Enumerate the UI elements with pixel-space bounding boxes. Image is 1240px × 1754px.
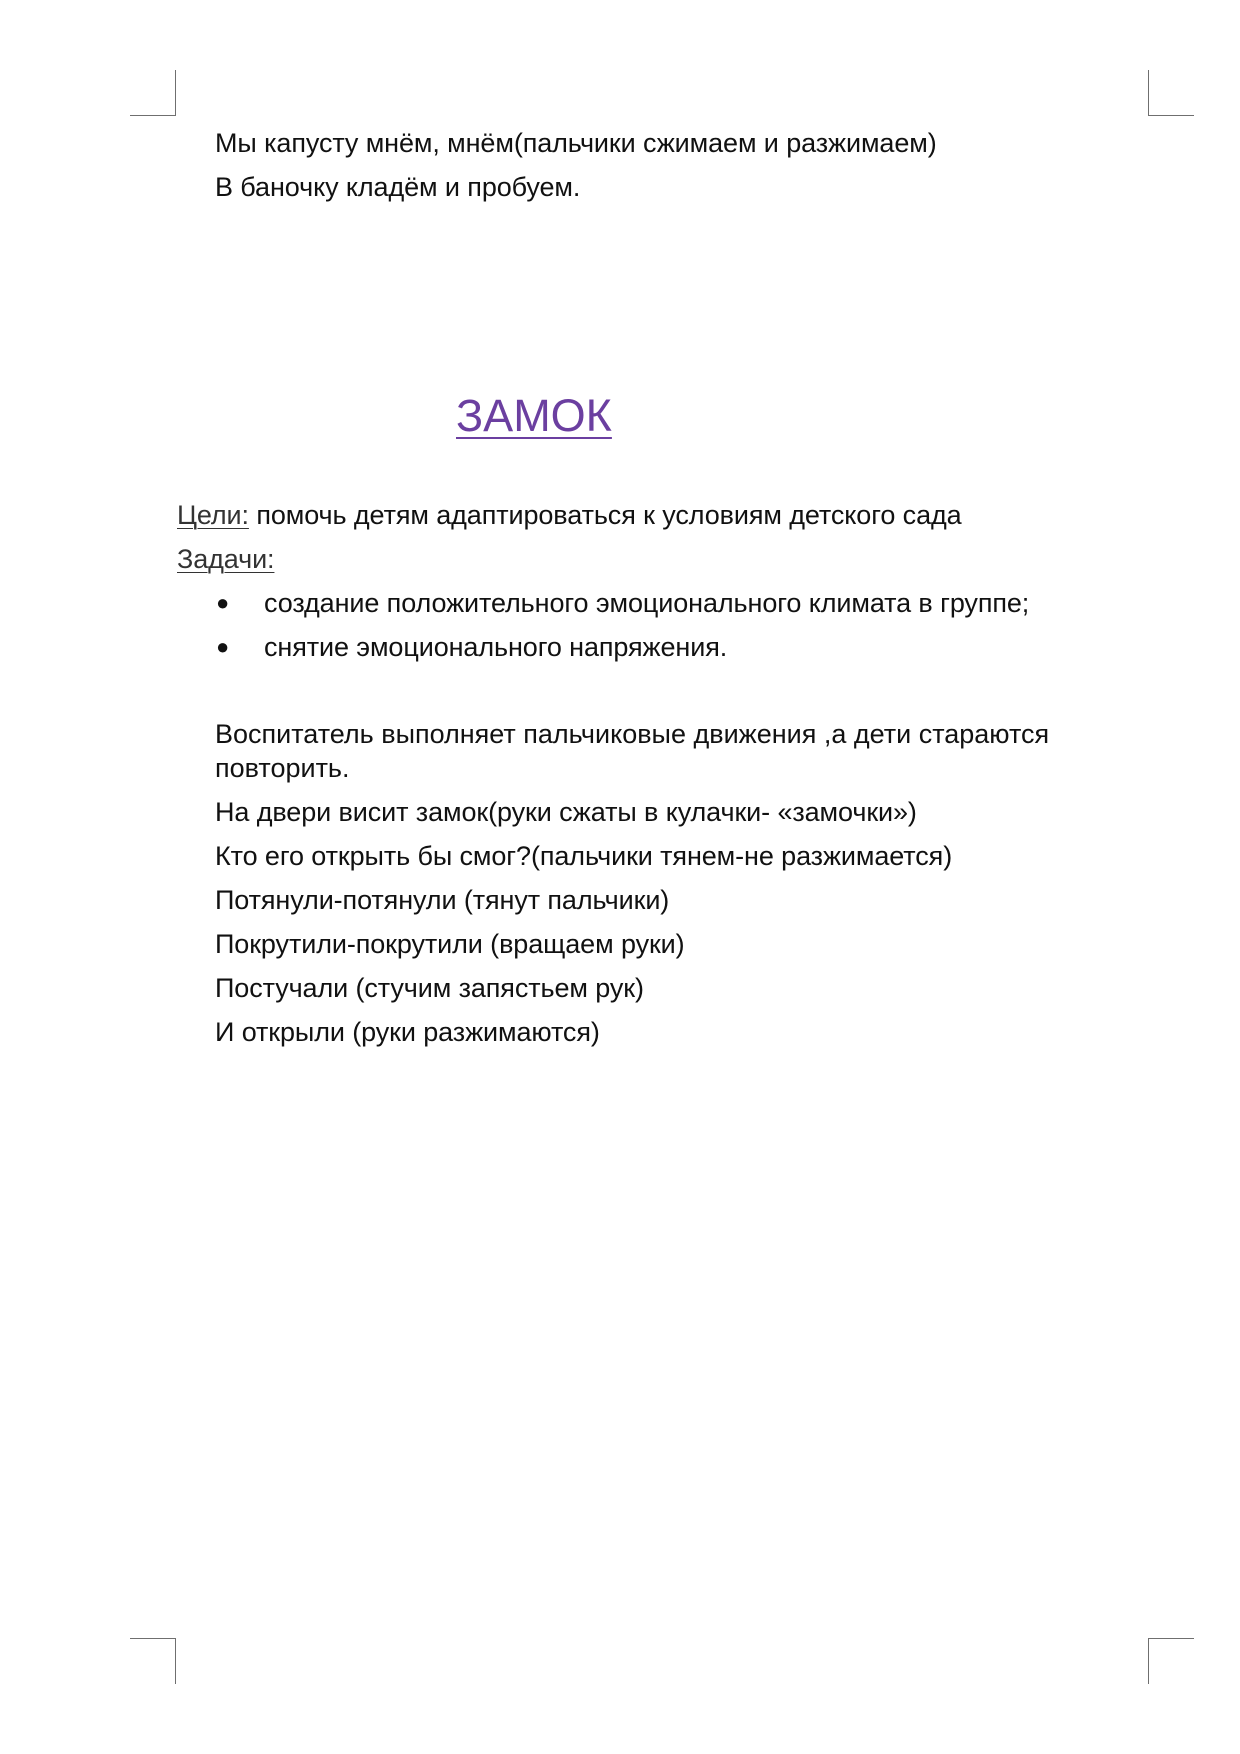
crop-mark-top-right-h: [1148, 115, 1194, 116]
tasks-label-line: [177, 542, 274, 576]
crop-mark-bottom-left-v: [175, 1638, 176, 1684]
goals-label: Цели:: [177, 500, 249, 530]
rhyme-line: И открыли (руки разжимаются): [215, 1017, 600, 1047]
rhyme-line: Потянули-потянули (тянут пальчики): [215, 885, 670, 915]
section-title: ЗАМОК: [456, 390, 612, 441]
rhyme-line: Кто его открыть бы смог?(пальчики тянем-не разжимается): [215, 841, 953, 871]
crop-mark-bottom-right-v: [1148, 1638, 1149, 1684]
rhyme-line: Мы капусту мнём, мнём(пальчики сжимаем и разжимаем): [215, 128, 937, 158]
intro-paragraph: Воспитатель выполняет пальчиковые движения ,а дети стараются повторить.: [215, 719, 1050, 783]
goals-line: [177, 498, 962, 532]
bullet-icon: ●: [216, 634, 230, 659]
crop-mark-top-left-h: [130, 115, 176, 116]
bullet-icon: ●: [216, 590, 230, 615]
rhyme-line: Постучали (стучим запястьем рук): [215, 973, 644, 1003]
goals-text: помочь детям адаптироваться к условиям детского сада: [248, 500, 962, 530]
crop-mark-bottom-right-h: [1148, 1638, 1194, 1639]
rhyme-line: Покрутили-покрутили (вращаем руки): [215, 929, 685, 959]
task-item: снятие эмоционального напряжения.: [264, 632, 728, 662]
rhyme-line: В баночку кладём и пробуем.: [215, 172, 581, 202]
crop-mark-top-right-v: [1148, 70, 1149, 116]
crop-mark-top-left-v: [175, 70, 176, 116]
rhyme-line: На двери висит замок(руки сжаты в кулачки- «замочки»): [215, 797, 917, 827]
tasks-label: Задачи:: [177, 544, 275, 574]
crop-mark-bottom-left-h: [130, 1638, 176, 1639]
task-item: создание положительного эмоционального климата в группе;: [264, 588, 1030, 618]
